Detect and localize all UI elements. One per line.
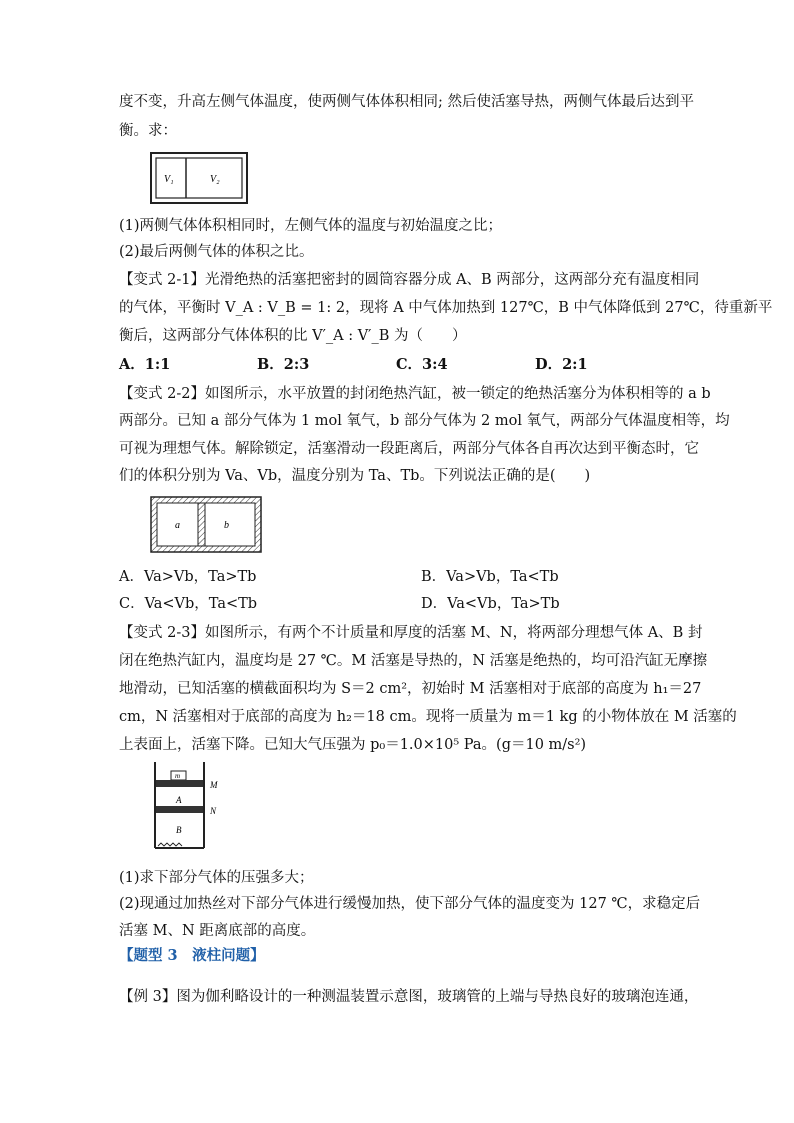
option-a: A．Va>Vb，Ta>Tb: [119, 569, 257, 585]
label-piston-n: N: [210, 806, 217, 816]
label-gas-a: A: [176, 795, 182, 805]
question-line: (1)两侧气体体积相同时，左侧气体的温度与初始温度之比；: [119, 218, 503, 234]
label-piston-m: M: [210, 780, 218, 790]
option-c: C．Va<Vb，Ta<Tb: [119, 596, 258, 612]
option-d: D．2:1: [535, 356, 588, 373]
variant-2-3-line: 上表面上，活塞下降。已知大气压强为 p₀＝1.0×10⁵ Pa。(g＝10 m/s²): [119, 737, 587, 753]
variant-2-3-line: 地滑动，已知活塞的横截面积均为 S＝2 cm²，初始时 M 活塞相对于底部的高度为 h₁＝27: [119, 681, 702, 697]
option-a: A．1:1: [119, 356, 171, 373]
question-line: 活塞 M、N 距离底部的高度。: [119, 923, 316, 939]
vertical-cylinder-figure: [148, 760, 228, 854]
label-b: b: [224, 520, 229, 531]
variant-2-1-line: 衡后，这两部分气体体积的比 V′_A : V′_B 为（ ）: [119, 328, 467, 344]
example-3-line: 【例 3】图为伽利略设计的一种测温装置示意图，玻璃管的上端与导热良好的玻璃泡连通，: [119, 989, 699, 1005]
variant-2-2-line: 可视为理想气体。解除锁定，活塞滑动一段距离后，两部分气体各自再次达到平衡态时，它: [119, 441, 699, 457]
label-m: m: [175, 772, 181, 780]
paragraph-line: 度不变，升高左侧气体温度，使两侧气体体积相同; 然后使活塞导热，两侧气体最后达到平: [119, 94, 694, 110]
paragraph-line: 衡。求：: [119, 123, 177, 139]
variant-2-1-line: 的气体，平衡时 V_A : V_B = 1: 2，现将 A 中气体加热到 127℃，B 中气体降低到 27℃，待重新平: [119, 300, 773, 316]
variant-2-1-line: 【变式 2-1】光滑绝热的活塞把密封的圆筒容器分成 A、B 两部分，这两部分充有温度相同: [119, 272, 700, 288]
label-gas-b: B: [176, 825, 182, 835]
variant-2-3-line: 闭在绝热汽缸内，温度均是 27 ℃。M 活塞是导热的，N 活塞是绝热的，均可沿汽缸无摩擦: [119, 653, 708, 669]
label-v2: V₂: [210, 174, 220, 185]
question-line: (2)最后两侧气体的体积之比。: [119, 244, 314, 260]
variant-2-2-line: 两部分。已知 a 部分气体为 1 mol 氧气，b 部分气体为 2 mol 氧气，两部分气体温度相等，均: [119, 413, 730, 429]
horizontal-cylinder-figure: [150, 496, 264, 554]
variant-2-2-line: 们的体积分别为 Va、Vb，温度分别为 Ta、Tb。下列说法正确的是( ): [119, 468, 591, 484]
label-a: a: [175, 520, 180, 531]
variant-2-3-line: 【变式 2-3】如图所示，有两个不计质量和厚度的活塞 M、N，将两部分理想气体 A、B 封: [119, 625, 703, 641]
label-v1: V₁: [164, 174, 174, 185]
option-d: D．Va<Vb，Ta>Tb: [421, 596, 560, 612]
two-chamber-figure: [150, 152, 250, 204]
option-b: B．Va>Vb，Ta<Tb: [421, 569, 559, 585]
variant-2-2-line: 【变式 2-2】如图所示，水平放置的封闭绝热汽缸，被一锁定的绝热活塞分为体积相等的 a b: [119, 386, 711, 402]
option-b: B．2:3: [257, 356, 310, 373]
question-line: (2)现通过加热丝对下部分气体进行缓慢加热，使下部分气体的温度变为 127 ℃，求稳定后: [119, 896, 701, 912]
question-line: (1)求下部分气体的压强多大；: [119, 870, 314, 886]
section-heading: 【题型 3 液柱问题】: [119, 947, 265, 964]
variant-2-3-line: cm，N 活塞相对于底部的高度为 h₂＝18 cm。现将一质量为 m＝1 kg 的小物体放在 M 活塞的: [119, 709, 737, 725]
option-c: C．3:4: [396, 356, 448, 373]
